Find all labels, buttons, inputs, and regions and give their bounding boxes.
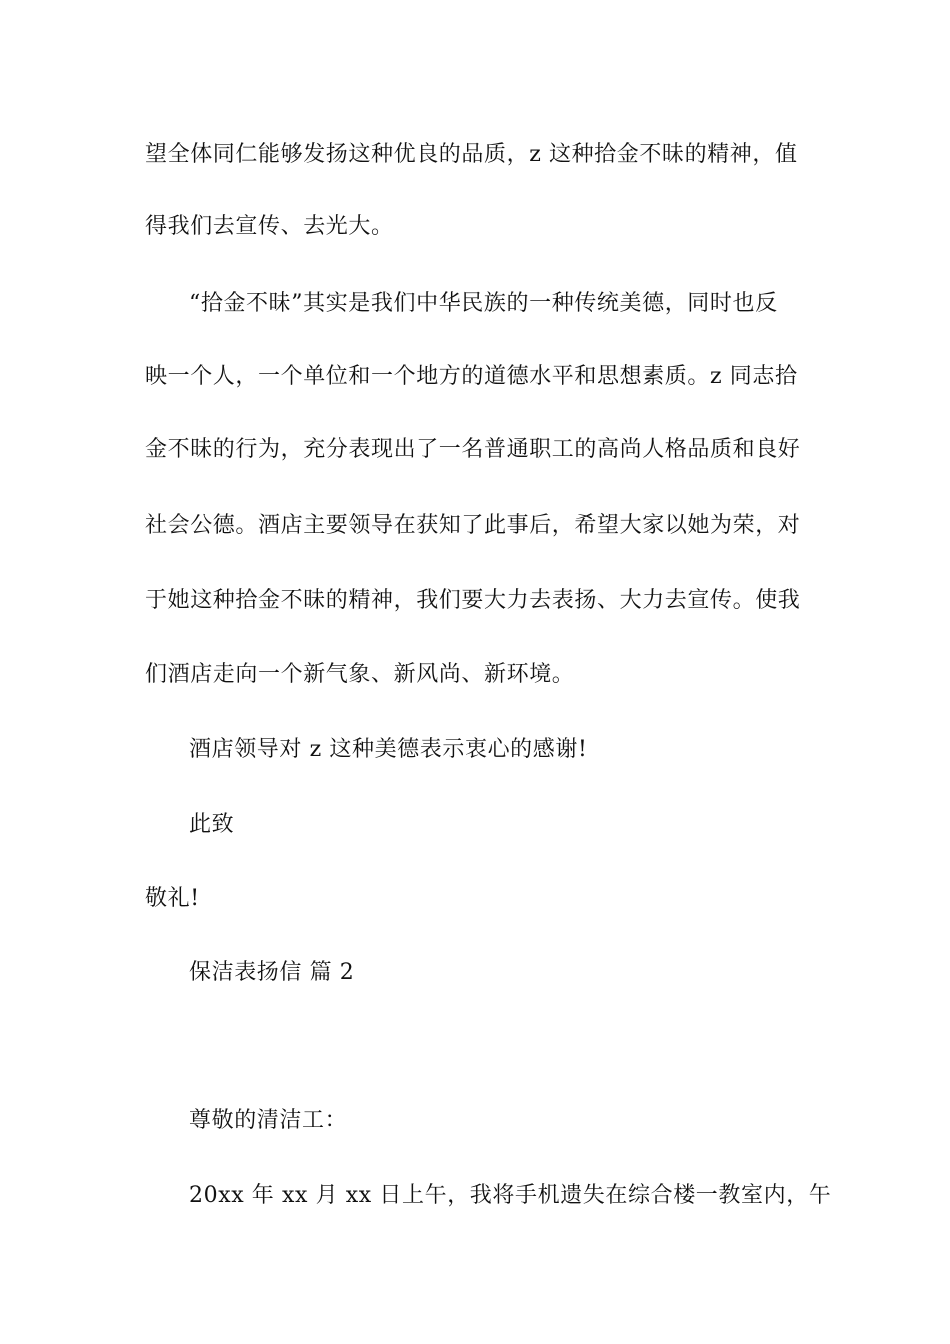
section-heading: 保洁表扬信 篇 2 [189,960,355,985]
letter-greeting: 尊敬的清洁工： [189,1108,348,1133]
paragraph-line: 得我们去宣传、去光大。 [145,214,394,239]
paragraph-line: 金不昧的行为，充分表现出了一名普通职工的高尚人格品质和良好 [145,437,801,462]
paragraph-line: 社会公德。酒店主要领导在获知了此事后，希望大家以她为荣，对 [145,513,801,538]
paragraph-line: “拾金不昧”其实是我们中华民族的一种传统美德，同时也反 [189,291,778,316]
paragraph-line: 们酒店走向一个新气象、新风尚、新环境。 [145,662,575,687]
paragraph-line: 20xx 年 xx 月 xx 日上午，我将手机遗失在综合楼一教室内，午 [189,1183,832,1208]
paragraph-line: 映一个人，一个单位和一个地方的道德水平和思想素质。z 同志拾 [145,364,798,389]
paragraph-line: 于她这种拾金不昧的精神，我们要大力去表扬、大力去宣传。使我 [145,588,801,613]
paragraph-line: 酒店领导对 z 这种美德表示衷心的感谢! [189,737,588,762]
closing-greeting: 敬礼! [145,886,200,911]
closing-salutation: 此致 [189,812,235,837]
paragraph-line: 望全体同仁能够发扬这种优良的品质，z 这种拾金不昧的精神，值 [145,142,798,167]
